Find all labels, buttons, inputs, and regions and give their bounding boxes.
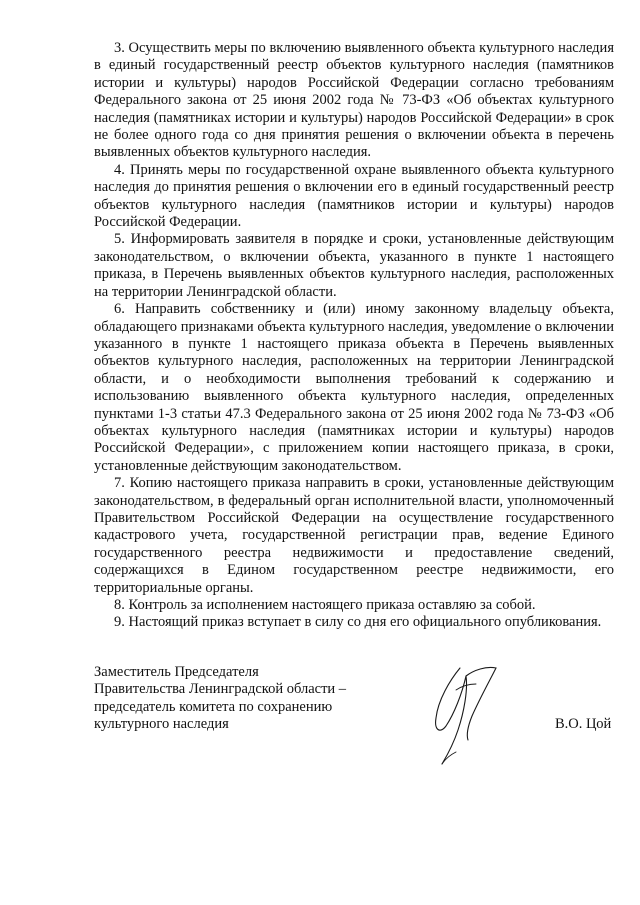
signatory-title-line: Заместитель Председателя (94, 664, 259, 680)
signatory-title-line: культурного наследия (94, 716, 229, 733)
paragraph-7: 7. Копию настоящего приказа направить в сроки, установленные действующим законодательством, в федеральный орган исполнительной власти, уполномоченный Правительством Российской Федерации на осуществление государственного кадастрового учета, государственной регистрации прав, ведение Единого государственного реестра недвижимости и предоставление сведений, содержащихся в Едином государственном реестре недвижимости, его территориальные органы. (94, 475, 614, 596)
paragraph-5: 5. Информировать заявителя в порядке и сроки, установленные действующим законодательством, о включении объекта, указанного в пункте 1 настоящего приказа, в Перечень выявленных объектов культурного наследия, расположенных на территории Ленинградской области. (94, 231, 614, 300)
paragraph-9: 9. Настоящий приказ вступает в силу со дня его официального опубликования. (114, 614, 602, 631)
paragraph-3: 3. Осуществить меры по включению выявленного объекта культурного наследия в единый государственный реестр объектов культурного наследия (памятников истории и культуры) народов Российской Федерации согласно требованиям Федерального закона от 25 июня 2002 года № 73-ФЗ «Об объектах культурного наследия (памятниках истории и культуры) народов Российской Федерации» в срок не более одного года со дня принятия решения о включении объекта в перечень выявленных объектов культурного наследия. (94, 40, 614, 161)
signatory-title-line: председатель комитета по сохранению (94, 698, 333, 715)
signatory-title (94, 664, 394, 734)
paragraph-8: 8. Контроль за исполнением настоящего приказа оставляю за собой. (114, 597, 536, 613)
signatory-title-line: Правительства Ленинградской области – (94, 681, 347, 698)
document-body (94, 40, 614, 632)
handwritten-signature (420, 660, 510, 770)
signatory-name: В.О. Цой (555, 716, 612, 732)
paragraph-6: 6. Направить собственнику и (или) иному законному владельцу объекта, обладающего признаками объекта культурного наследия, уведомление о включении указанного в пункте 1 настоящего приказа объекта в Перечень выявленных объектов культурного наследия, расположенных на территории Ленинградской области, и о необходимости выполнения требований к содержанию и использованию выявленного объекта культурного наследия, определенных пунктами 1-3 статьи 47.3 Федерального закона от 25 июня 2002 года № 73-ФЗ «Об объектах культурного наследия (памятниках истории и культуры) народов Российской Федерации», с приложением копии настоящего приказа, в сроки, установленные действующим законодательством. (94, 301, 614, 474)
paragraph-4: 4. Принять меры по государственной охране выявленного объекта культурного наследия до принятия решения о включении его в единый государственный реестр объектов культурного наследия (памятников истории и культуры) народов Российской Федерации. (94, 161, 614, 231)
